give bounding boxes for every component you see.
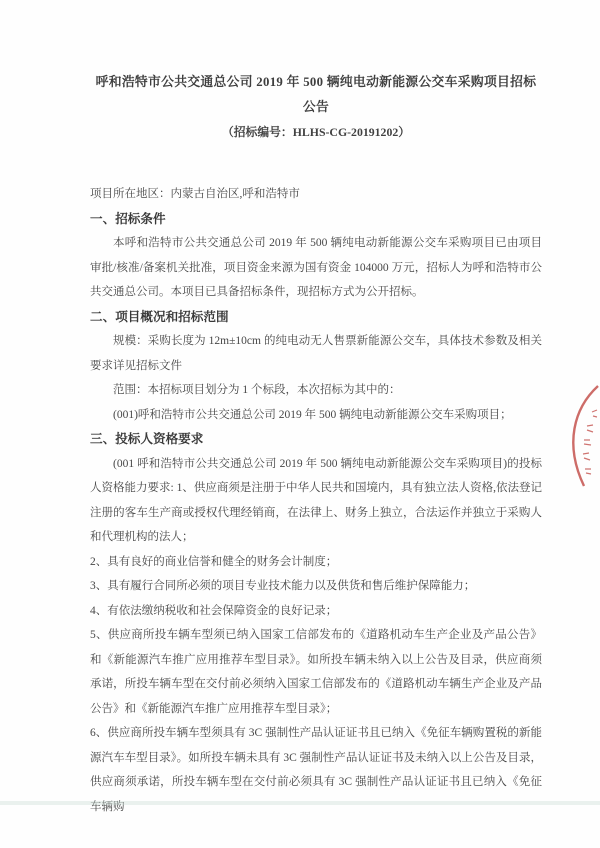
- paragraph: (001 呼和浩特市公共交通总公司 2019 年 500 辆纯电动新能源公交车采购项目)的投标人资格能力要求: 1、供应商须是注册于中华人民共和国境内，具有独立法人资格,依法登记注册的客车生产商或授权代理经销商，在法律上、财务上独立，合法运作并独立于采购人和代理机构的法人；: [90, 457, 542, 543]
- paragraph: 范围：本招标项目划分为 1 个标段，本次招标为其中的：: [113, 384, 401, 396]
- section-heading-1: 一、招标条件: [90, 211, 166, 226]
- section-heading-3: 三、投标人资格要求: [90, 432, 204, 446]
- tender-number: （招标编号：HLHS-CG-20191202）: [221, 125, 411, 139]
- paragraph: 5、供应商所投车辆车型须已纳入国家工信部发布的《道路机动车生产企业及产品公告》和《新能源汽车推广应用推荐车型目录》。如所投车辆未纳入以上公告及目录，供应商须承诺，所投车辆车型在交付前必须纳入国家工信部发布的《道路机动车辆生产企业及产品公告》和《新能源汽车推广应用推荐车型目录》；: [90, 629, 542, 715]
- paragraph: 6、供应商所投车辆车型须具有 3C 强制性产品认证证书且已纳入《免征车辆购置税的新能源汽车车型目录》。如所投车辆未具有 3C 强制性产品认证证书及未纳入以上公告及目录，供应商须承诺，所投车辆车型在交付前必须具有 3C 强制性产品认证证书且已纳入《免征车辆购: [90, 727, 542, 813]
- paragraph: 2、具有良好的商业信誉和健全的财务会计制度；: [90, 555, 338, 568]
- paragraph: 本呼和浩特市公共交通总公司 2019 年 500 辆纯电动新能源公交车采购项目已由项目审批/核准/备案机关批准，项目资金来源为国有资金 104000 万元，招标人为呼和浩特市公共交通总公司。本项目已具备招标条件，现招标方式为公开招标。: [90, 237, 542, 298]
- document-title: 呼和浩特市公共交通总公司 2019 年 500 辆纯电动新能源公交车采购项目招标公告: [95, 75, 537, 114]
- page-bottom-scan-edge: [0, 801, 600, 805]
- project-location-line: 项目所在地区：内蒙古自治区,呼和浩特市: [90, 188, 300, 200]
- paragraph: 3、具有履行合同所必须的项目专业技术能力以及供货和售后维护保障能力；: [90, 580, 476, 592]
- document-sections: [90, 207, 542, 820]
- paragraph: (001)呼和浩特市公共交通总公司 2019 年 500 辆纯电动新能源公交车采购项目；: [113, 408, 512, 421]
- red-seal-fragment: [556, 382, 600, 490]
- section-heading-2: 二、项目概况和招标范围: [90, 309, 229, 324]
- paragraph: 规模：采购长度为 12m±10cm 的纯电动无人售票新能源公交车，具体技术参数及相关要求详见招标文件: [90, 335, 542, 372]
- paragraph: 4、有依法缴纳税收和社会保障资金的良好记录；: [90, 604, 338, 617]
- document-content: [90, 70, 542, 819]
